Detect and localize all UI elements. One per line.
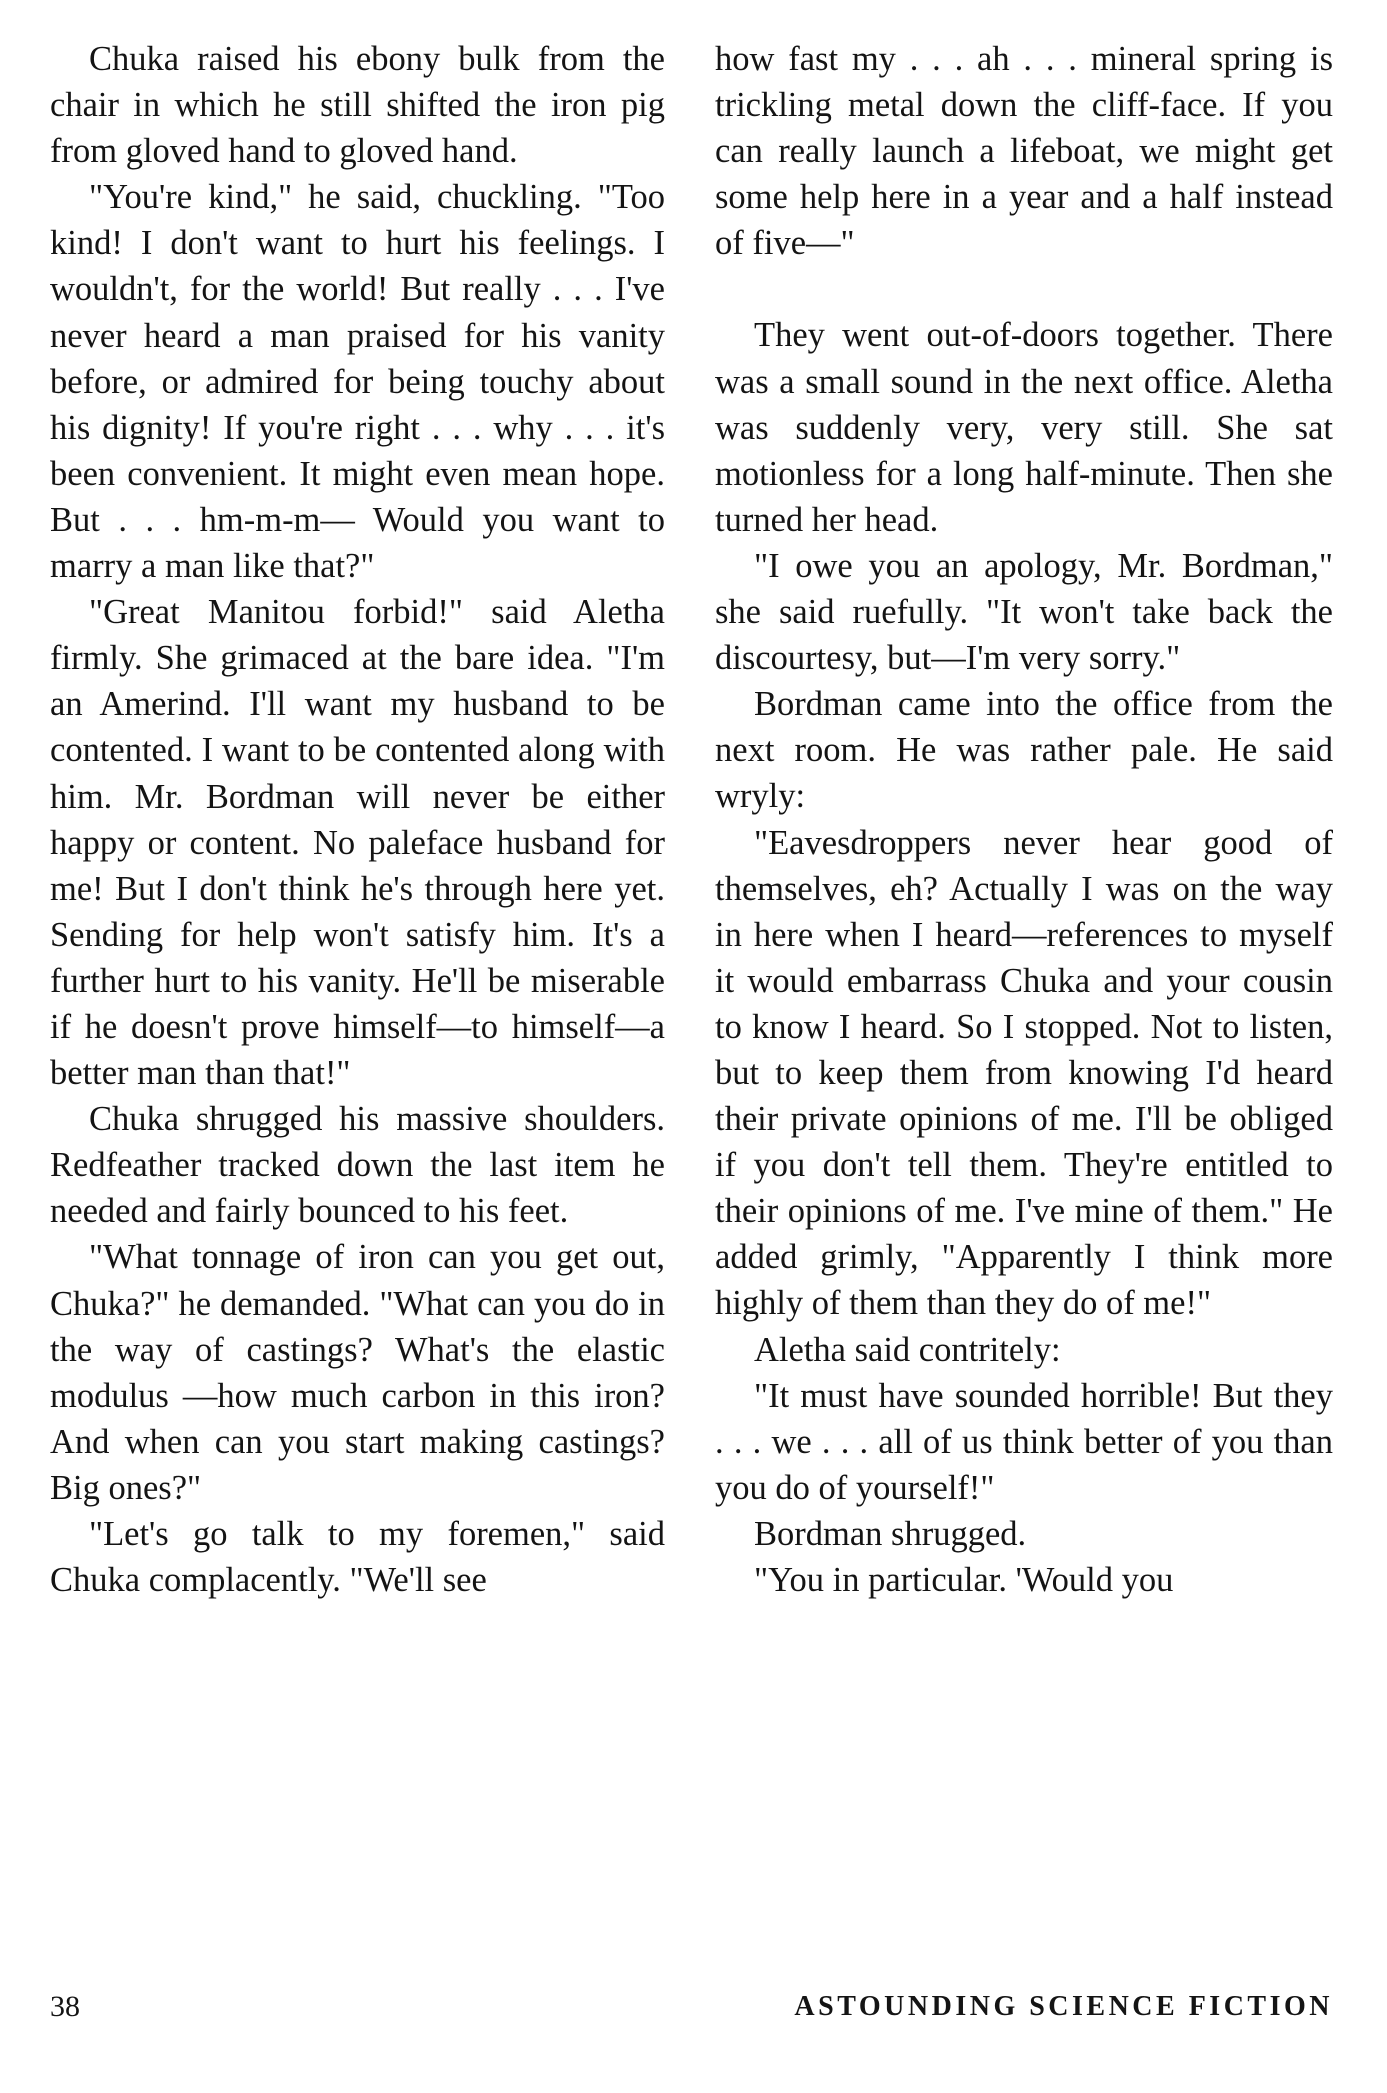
paragraph: "I owe you an apology, Mr. Bordman," she said ruefully. "It won't take back the discourtesy, but—I'm very sorry." [715,546,1333,678]
paragraph: "You in particular. 'Would you [754,1561,1174,1599]
paragraph: "Let's go talk to my foremen," said Chuka complacently. "We'll see [50,1515,665,1600]
continued-paragraph: how fast my . . . ah . . . mineral spring is trickling metal down the cliff-face. If you can really launch a lifeboat, we might get some help here in a year and a half instead of five—" [715,40,1333,263]
paragraph: "You're kind," he said, chuckling. "Too kind! I don't want to hurt his feelings. I wouldn't, for the world! But really . . . I've never heard a man praised for his vanity before, or admired for being touchy about his dignity! If you're right . . . why . . . it's been convenient. It might even mean hope. But . . . hm-m-m— Would you want to marry a man like that?" [50,178,665,586]
paragraph: They went out-of-doors together. There was a small sound in the next office. Aletha was suddenly very, very still. She sat motionless for a long half-minute. Then she turned her head. [715,316,1333,539]
paragraph: "What tonnage of iron can you get out, Chuka?" he demanded. "What can you do in the way of castings? What's the elastic modulus —how much carbon in this iron? And when can you start making castings? Big ones?" [50,1238,665,1507]
paragraph: Chuka shrugged his massive shoulders. Redfeather tracked down the last item he needed and fairly bounced to his feet. [50,1100,665,1231]
paragraph: "It must have sounded horrible! But they . . . we . . . all of us think better of you than you do of yourself!" [715,1376,1333,1507]
left-text-column [50,36,665,1603]
page-number: 38 [50,1990,80,2023]
paragraph: "Great Manitou forbid!" said Aletha firmly. She grimaced at the bare idea. "I'm an Amerind. I'll want my husband to be contented. I want to be contented along with him. Mr. Bordman will never be either happy or content. No paleface husband for me! But I don't think he's through here yet. Sending for help won't satisfy him. It's a further hurt to his vanity. He'll be miserable if he doesn't prove himself—to himself—a better man than that!" [50,593,665,1093]
paragraph: Chuka raised his ebony bulk from the chair in which he still shifted the iron pig from gloved hand to gloved hand. [50,40,665,171]
right-text-column [715,36,1333,1603]
paragraph: "Eavesdroppers never hear good of themselves, eh? Actually I was on the way in here when I heard—references to myself it would embarrass Chuka and your cousin to know I heard. So I stopped. Not to listen, but to keep them from knowing I'd heard their private opinions of me. I'll be obliged if you don't tell them. They're entitled to their opinions of me. I've mine of them." He added grimly, "Apparently I think more highly of them than they do of me!" [715,823,1333,1323]
paragraph: Bordman came into the office from the next room. He was rather pale. He said wryly: [715,685,1333,816]
running-footer-title: ASTOUNDING SCIENCE FICTION [794,1991,1333,2022]
paragraph: Aletha said contritely: [754,1330,1061,1369]
paragraph: Bordman shrugged. [754,1514,1027,1553]
